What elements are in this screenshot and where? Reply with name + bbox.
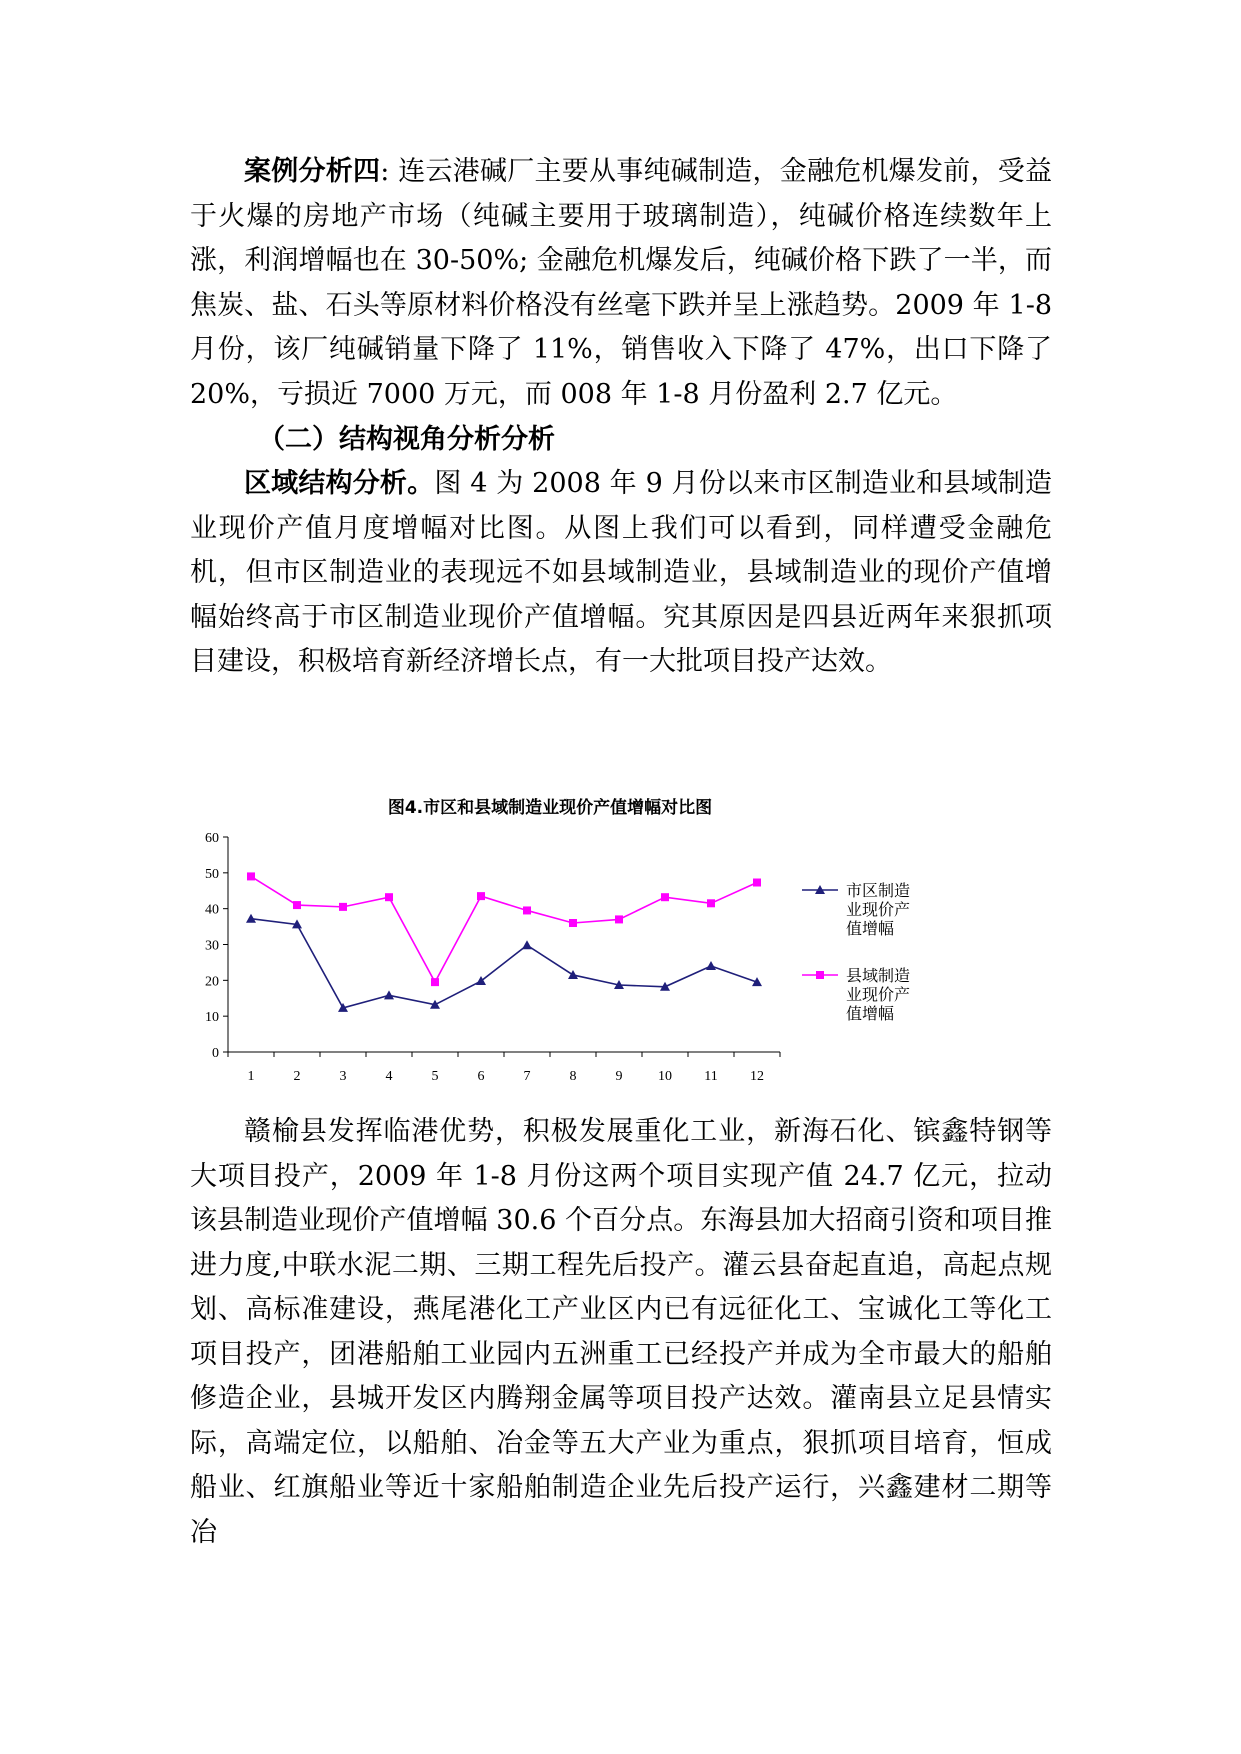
series-point-1 (384, 990, 394, 999)
legend-label-2: 县域制造 (846, 966, 911, 985)
series-point-2 (293, 901, 301, 909)
x-tick-label: 6 (477, 1069, 485, 1084)
chart-svg (190, 795, 1070, 1100)
series-point-2 (523, 906, 531, 914)
case-paragraph (190, 150, 1052, 417)
series-point-2 (431, 978, 439, 986)
y-tick-label: 10 (205, 1010, 219, 1026)
series-point-2 (753, 879, 761, 887)
x-tick-label: 10 (658, 1069, 672, 1084)
legend-label-2: 业现价产 (846, 985, 911, 1004)
series-point-2 (661, 893, 669, 901)
after-chart-body: 赣榆县发挥临港优势，积极发展重化工业，新海石化、镔鑫特钢等大项目投产，2009 年 1-8 月份这两个项目实现产值 24.7 亿元，拉动该县制造业现价产值增幅 30.6 个百分点。东海县加大招商引资和项目推进力度,中联水泥二期、三期工程先后投产。灌云县奋起直追，高起点规划、高标准建设，燕尾港化工产业区内已有远征化工、宝诚化工等化工项目投产，团港船舶工业园内五洲重工已经投产并成为全市最大的船舶修造企业，县城开发区内腾翔金属等项目投产达效。灌南县立足县情实际，高端定位，以船舶、冶金等五大产业为重点，狠抓项目培育，恒成船业、红旗船业等近十家船舶制造企业先后投产运行，兴鑫建材二期等冶 (190, 1116, 1052, 1548)
legend-marker-2 (816, 971, 824, 979)
y-tick-label: 40 (205, 902, 219, 918)
series-line-2 (251, 876, 757, 982)
x-tick-label: 5 (431, 1069, 439, 1084)
y-tick-label: 50 (205, 866, 219, 882)
x-tick-label: 4 (385, 1069, 393, 1084)
region-paragraph (190, 462, 1052, 685)
legend-label-1: 业现价产 (846, 900, 911, 919)
section-heading-block (190, 418, 1052, 463)
x-tick-label: 2 (293, 1069, 301, 1084)
legend-label-2: 值增幅 (846, 1004, 895, 1023)
chart-title: 图4.市区和县域制造业现价产值增幅对比图 (387, 798, 713, 818)
series-point-1 (522, 940, 532, 949)
legend-label-1: 值增幅 (846, 919, 895, 938)
x-tick-label: 8 (569, 1069, 577, 1084)
comparison-chart (190, 795, 1070, 1100)
y-tick-label: 0 (212, 1046, 219, 1061)
series-point-1 (568, 970, 578, 979)
series-point-2 (477, 892, 485, 900)
legend-label-1: 市区制造 (846, 881, 911, 900)
series-point-2 (339, 903, 347, 911)
x-tick-label: 7 (523, 1069, 531, 1084)
x-tick-label: 11 (704, 1069, 718, 1084)
series-line-1 (251, 919, 757, 1008)
series-point-1 (706, 961, 716, 970)
case-label: 案例分析四 (244, 156, 381, 187)
case-body: : 连云港碱厂主要从事纯碱制造，金融危机爆发前，受益于火爆的房地产市场（纯碱主要用于玻璃制造），纯碱价格连续数年上涨，利润增幅也在 30-50%; 金融危机爆发后，纯碱价格下跌了一半，而焦炭、盐、石头等原材料价格没有丝毫下跌并呈上涨趋势。2009 年 1-8 月份，该厂纯碱销量下降了 11%，销售收入下降了 47%，出口下降了 20%，亏损近 7000 万元，而 008 年 1-8 月份盈利 2.7 亿元。 (190, 156, 1052, 410)
x-tick-label: 1 (247, 1069, 255, 1084)
x-tick-label: 9 (615, 1069, 623, 1084)
x-tick-label: 3 (339, 1069, 347, 1084)
series-point-1 (246, 914, 256, 923)
series-point-2 (569, 919, 577, 927)
series-point-2 (247, 872, 255, 880)
y-tick-label: 30 (205, 938, 219, 954)
after-chart-paragraph (190, 1110, 1052, 1555)
y-tick-label: 20 (205, 974, 219, 990)
section-heading: （二）结构视角分析分析 (258, 424, 555, 455)
series-point-2 (615, 915, 623, 923)
x-tick-label: 12 (750, 1069, 764, 1084)
series-point-2 (707, 899, 715, 907)
region-body: 图 4 为 2008 年 9 月份以来市区制造业和县域制造业现价产值月度增幅对比图。从图上我们可以看到，同样遭受金融危机，但市区制造业的表现远不如县域制造业，县域制造业的现价产值增幅始终高于市区制造业现价产值增幅。究其原因是四县近两年来狠抓项目建设，积极培育新经济增长点，有一大批项目投产达效。 (190, 468, 1052, 677)
region-label: 区域结构分析。 (244, 468, 435, 499)
series-point-2 (385, 893, 393, 901)
y-tick-label: 60 (205, 831, 219, 846)
